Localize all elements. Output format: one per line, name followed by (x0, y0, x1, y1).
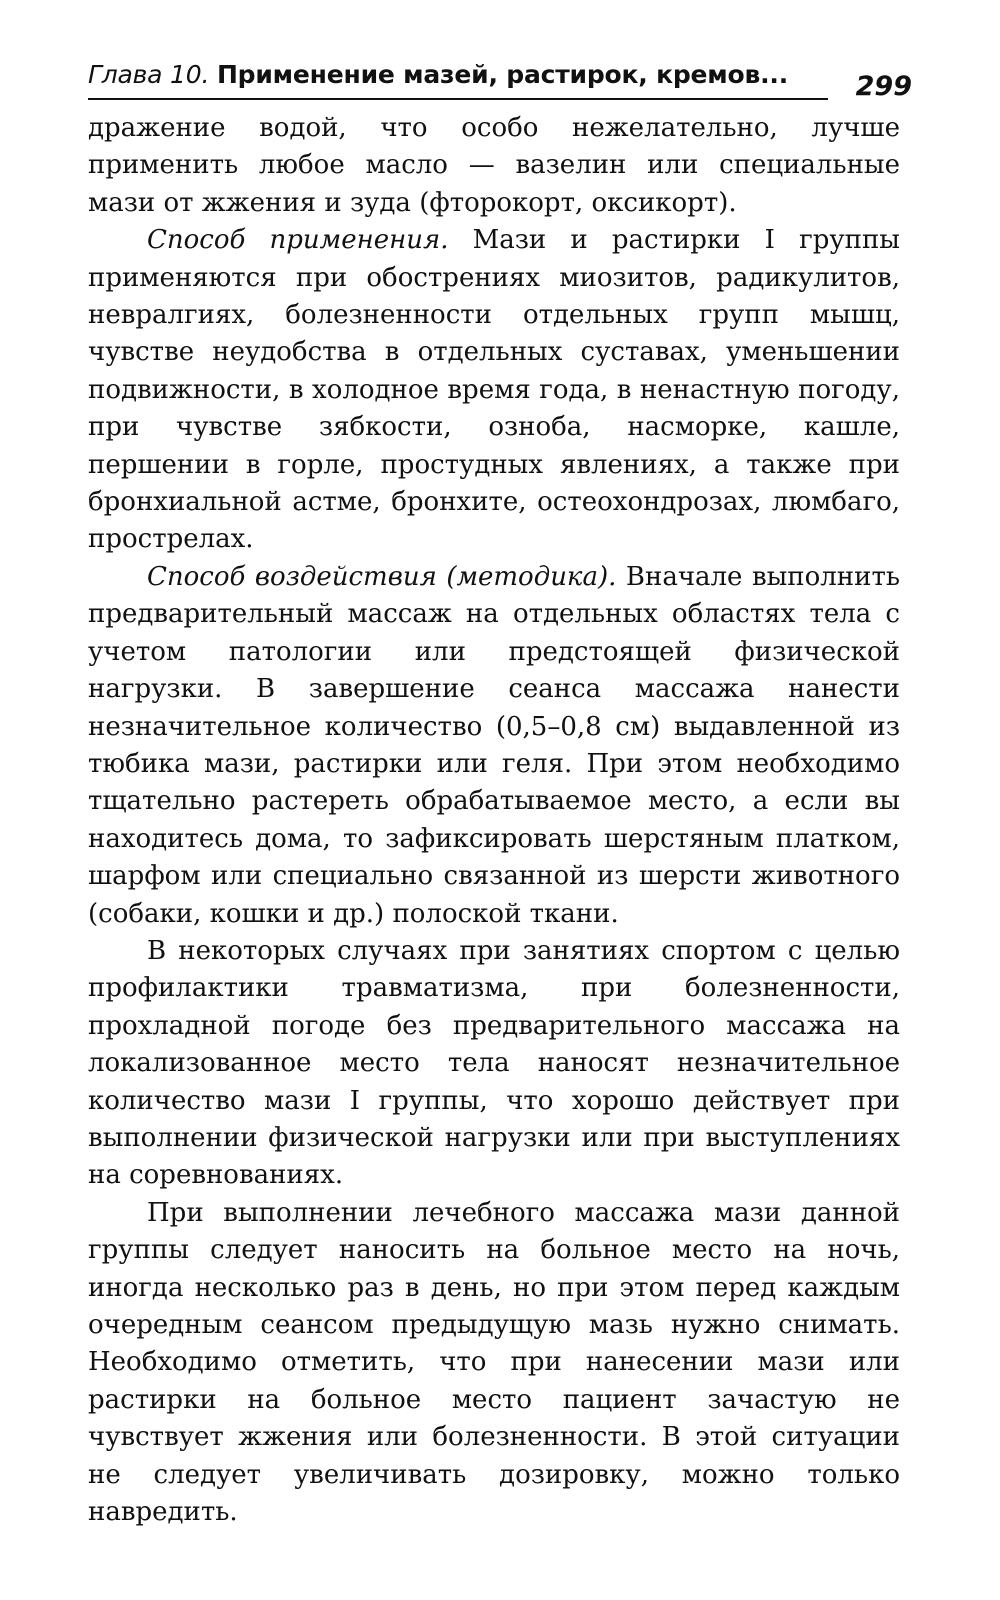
chapter-title: Применение мазей, растирок, кремов... (216, 60, 789, 89)
paragraph-runin-heading: Способ применения. (147, 225, 449, 256)
header-rule (88, 98, 828, 100)
chapter-heading (88, 58, 788, 92)
paragraph-runin-heading: Способ воздействия (методика). (147, 561, 617, 592)
paragraph-sport-prevention (88, 933, 900, 1195)
paragraph-continuation (88, 110, 900, 222)
body-text (88, 110, 900, 1531)
page-number: 299 (855, 71, 912, 102)
running-head (88, 58, 918, 102)
paragraph-text: Вначале выполнить предварительный массаж на отдельных областях тела с учетом патологии или предстоящей физической нагрузки. В завершение сеанса массажа нанести незначительное количество (0,5–0,8 см) выдавленной из тюбика мази, растирки или геля. При этом необходимо тщательно растереть обрабатываемое место, а если вы находитесь дома, то зафиксировать шерстяным платком, шарфом или специально связанной из шерсти животного (собаки, кошки и др.) полоской ткани. (88, 561, 900, 929)
paragraph-therapeutic-massage (88, 1195, 900, 1532)
paragraph-text: В некоторых случаях при занятиях спортом с целью профилактики травматизма, при болезненности, прохладной погоде без предварительного массажа на локализованное место тела наносят незначительное количество мази I группы, что хорошо действует при выполнении физической нагрузки или при выступлениях на соревнованиях. (88, 935, 900, 1191)
paragraph-text: дражение водой, что особо нежелательно, лучше применить любое масло — вазелин или специальные мази от жжения и зуда (фторокорт, оксикорт). (88, 113, 900, 218)
paragraph-application-method (88, 222, 900, 559)
paragraph-text: Мази и растирки I группы применяются при обострениях миозитов, радикулитов, невралгиях, болезненности отдельных групп мышц, чувстве неудобства в отдельных суставах, уменьшении подвижности, в холодное время года, в ненастную погоду, при чувстве зябкости, озноба, насморке, кашле, першении в горле, простудных явлениях, а также при бронхиальной астме, бронхите, остеохондрозах, люмбаго, прострелах. (88, 225, 900, 555)
paragraph-text: При выполнении лечебного массажа мази данной группы следует наносить на больное место на ночь, иногда несколько раз в день, но при этом перед каждым очередным сеансом предыдущую мазь нужно снимать. Необходимо отметить, что при нанесении мази или растирки на больное место пациент зачастую не чувствует жжения или болезненности. В этой ситуации не следует увеличивать дозировку, можно только навредить. (88, 1197, 900, 1528)
chapter-label: Глава 10. (88, 60, 210, 89)
paragraph-technique (88, 559, 900, 933)
